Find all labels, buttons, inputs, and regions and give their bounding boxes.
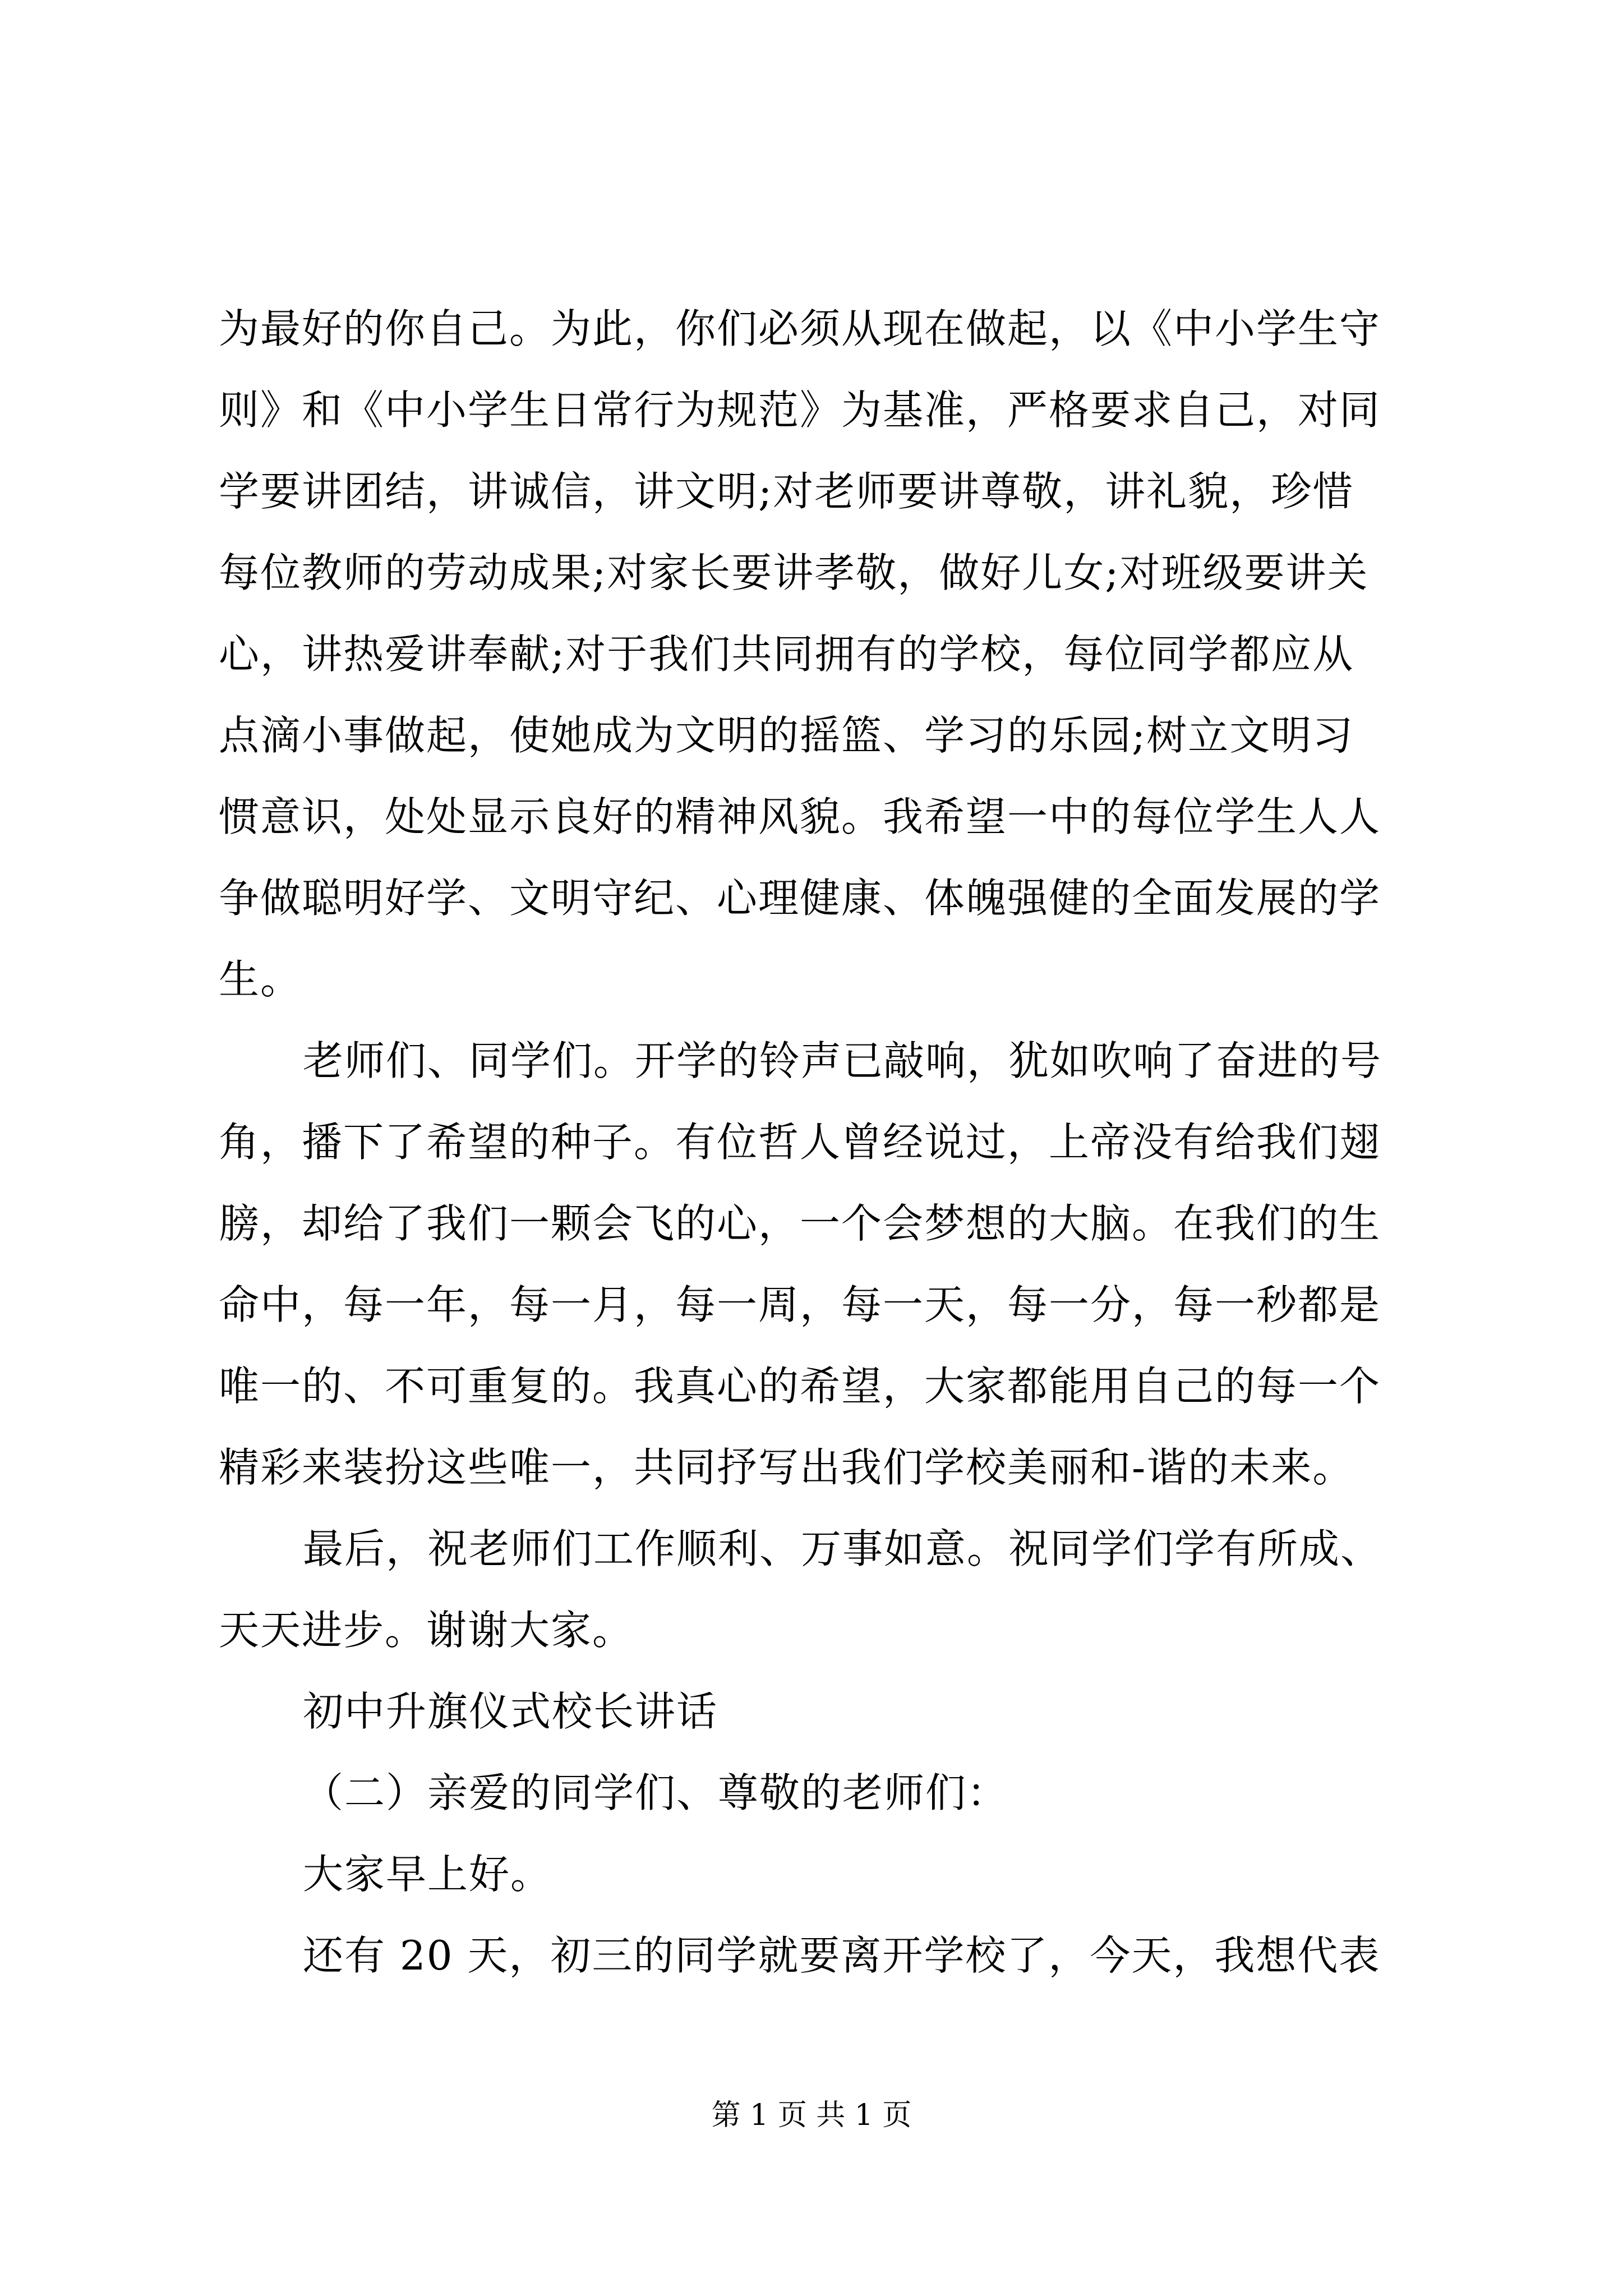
text-line: 角，播下了希望的种子。有位哲人曾经说过，上帝没有给我们翅 [219, 1119, 1381, 1166]
text-line: 还有 20 天，初三的同学就要离开学校了，今天，我想代表 [303, 1932, 1381, 1979]
text-line: 精彩来装扮这些唯一，共同抒写出我们学校美丽和-谐的未来。 [219, 1444, 1354, 1491]
text-line: 天天进步。谢谢大家。 [219, 1607, 634, 1654]
text-line: 膀，却给了我们一颗会飞的心，一个会梦想的大脑。在我们的生 [219, 1200, 1381, 1247]
text-line: 点滴小事做起，使她成为文明的摇篮、学习的乐园;树立文明习 [219, 712, 1354, 759]
text-line: 生。 [219, 956, 302, 1003]
text-line: 老师们、同学们。开学的铃声已敲响，犹如吹响了奋进的号 [303, 1037, 1382, 1084]
section-title: 初中升旗仪式校长讲话 [303, 1688, 718, 1735]
page-footer: 第 1 页 共 1 页 [711, 2099, 912, 2132]
text-line: 命中，每一年，每一月，每一周，每一天，每一分，每一秒都是 [219, 1281, 1381, 1328]
text-line: 心，讲热爱讲奉献;对于我们共同拥有的学校，每位同学都应从 [219, 631, 1354, 678]
text-line: 争做聪明好学、文明守纪、心理健康、体魄强健的全面发展的学 [219, 875, 1381, 922]
text-line: 则》和《中小学生日常行为规范》为基准，严格要求自己，对同 [219, 386, 1381, 434]
greeting: 大家早上好。 [303, 1851, 552, 1898]
text-line: 唯一的、不可重复的。我真心的希望，大家都能用自己的每一个 [219, 1363, 1381, 1410]
text-line: 为最好的你自己。为此，你们必须从现在做起，以《中小学生守 [219, 305, 1381, 352]
text-line: 惯意识，处处显示良好的精神风貌。我希望一中的每位学生人人 [219, 793, 1381, 840]
salutation: （二）亲爱的同学们、尊敬的老师们： [303, 1769, 1009, 1816]
text-line: 每位教师的劳动成果;对家长要讲孝敬，做好儿女;对班级要讲关 [219, 549, 1369, 596]
text-line: 最后，祝老师们工作顺利、万事如意。祝同学们学有所成、 [303, 1525, 1382, 1572]
text-line: 学要讲团结，讲诚信，讲文明;对老师要讲尊敬，讲礼貌，珍惜 [219, 468, 1354, 515]
